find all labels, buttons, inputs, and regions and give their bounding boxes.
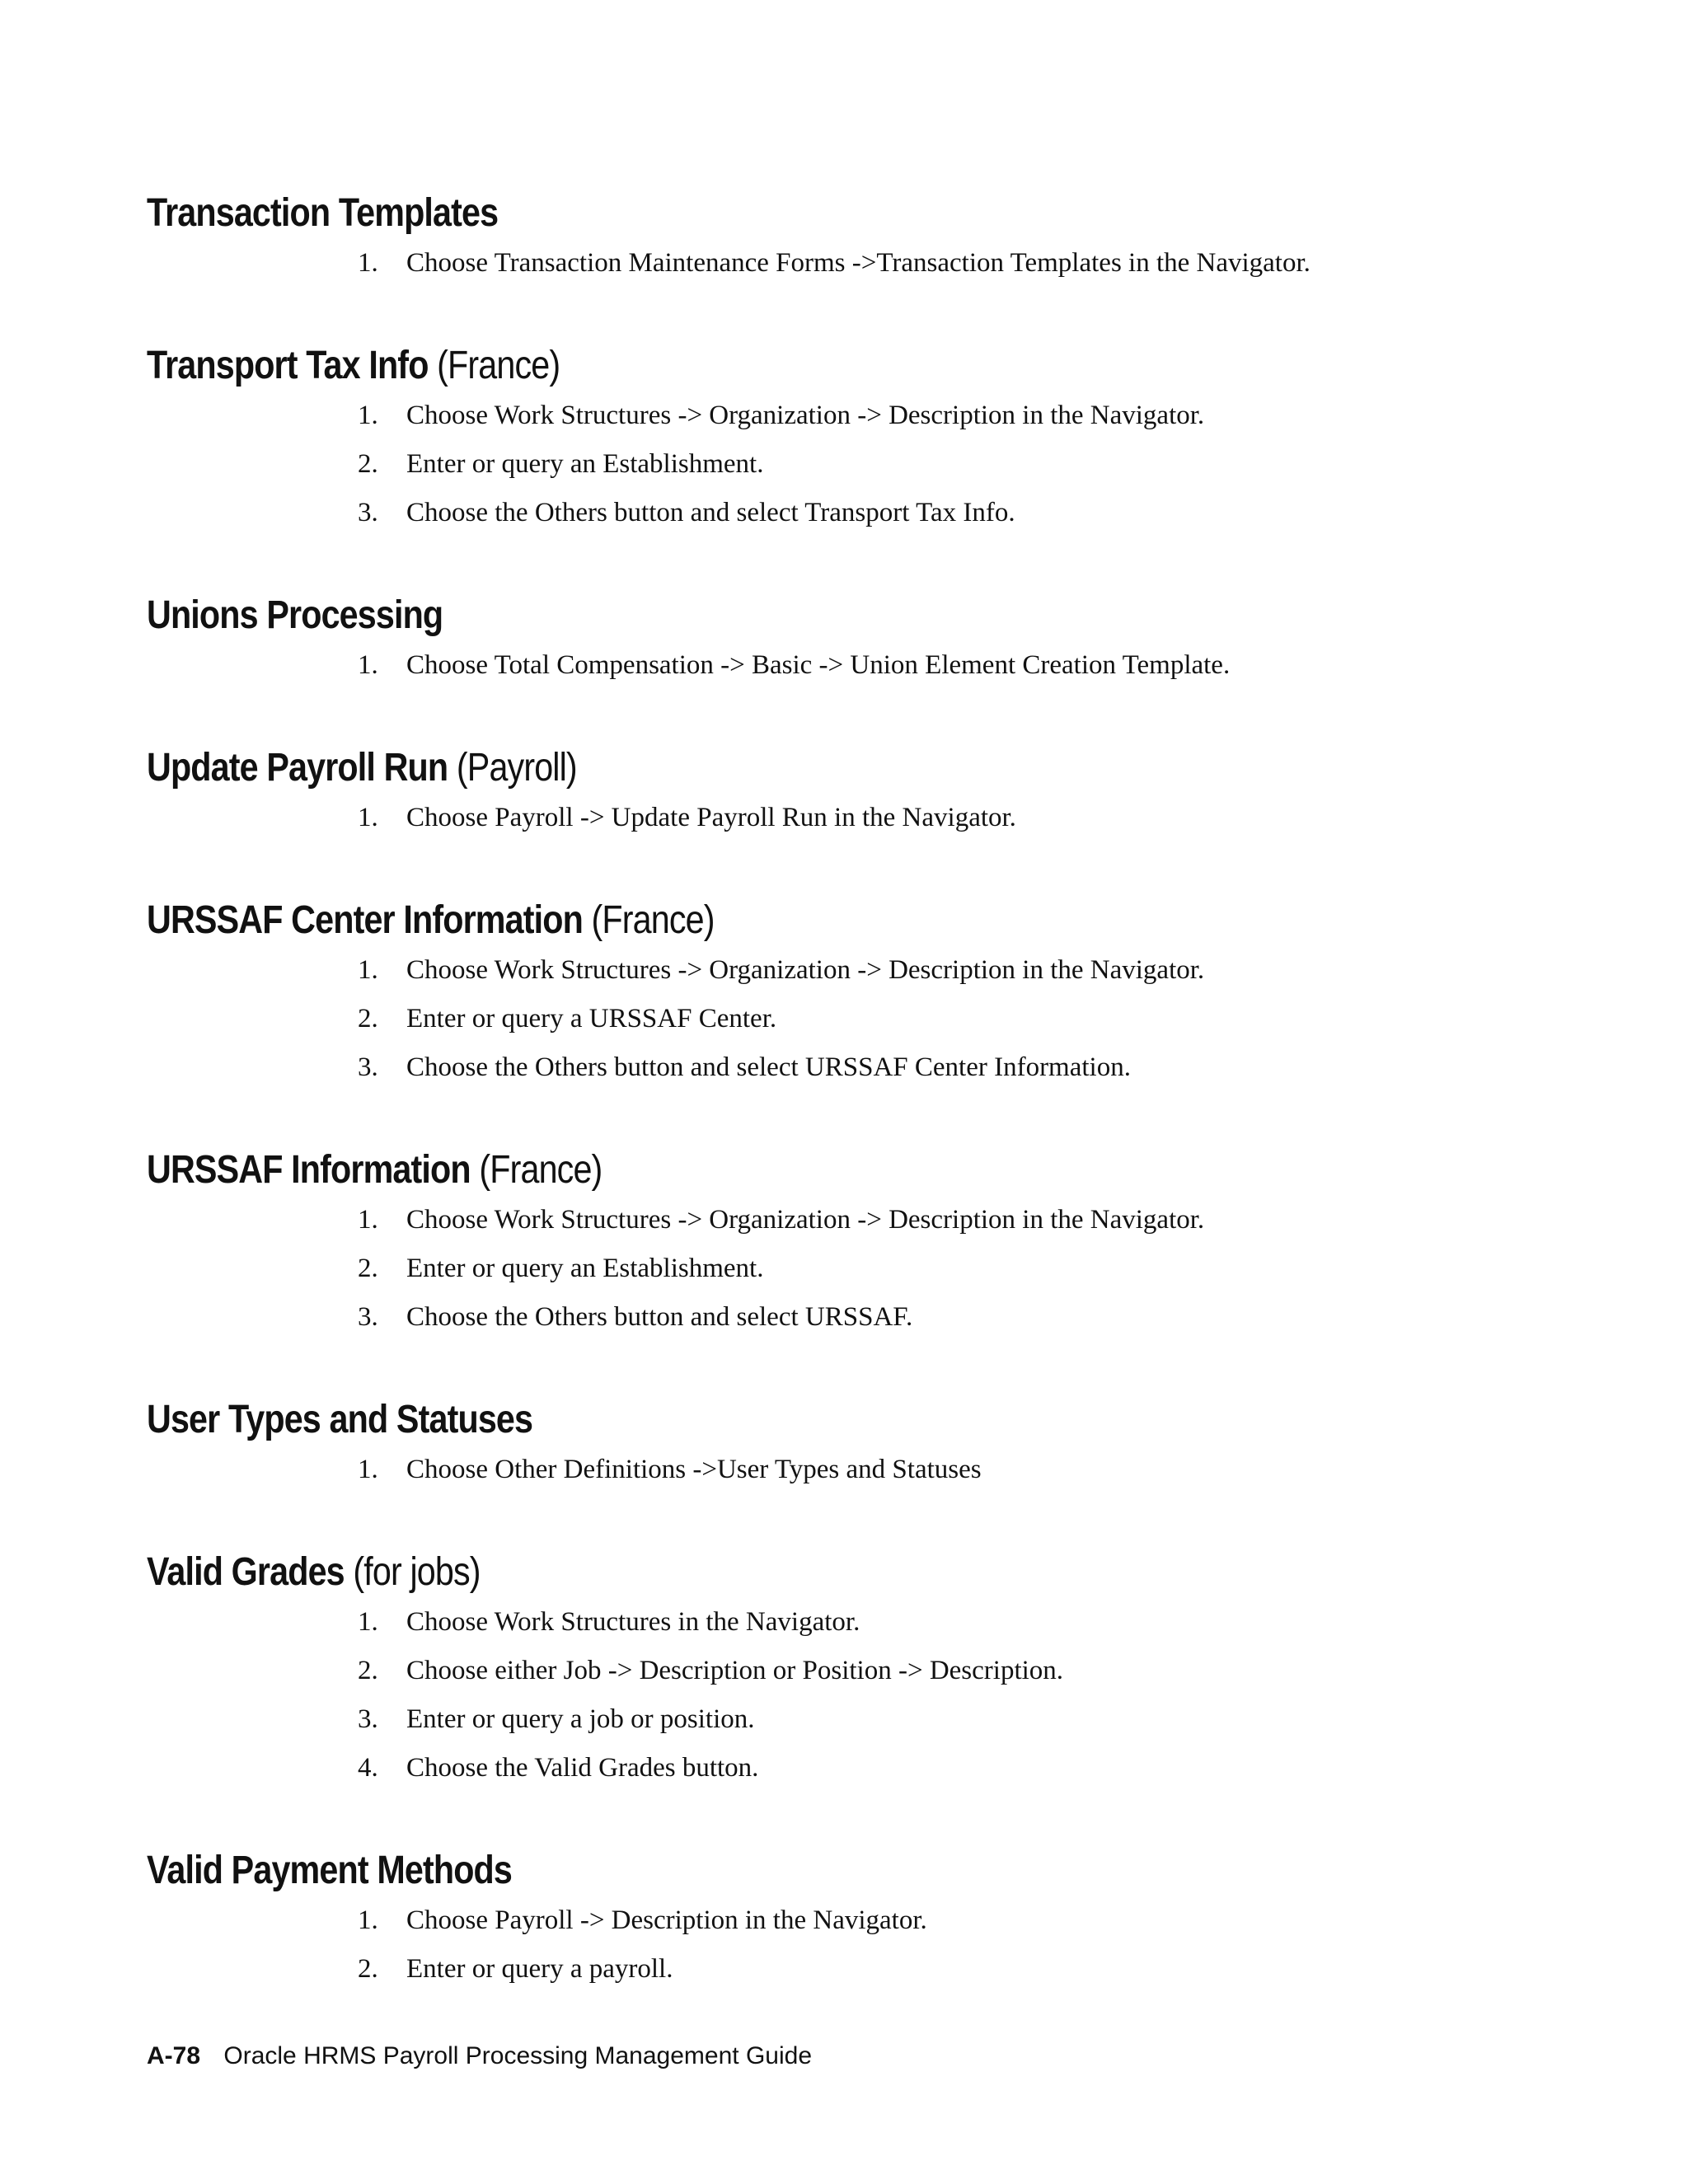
step-number: 3. <box>358 1052 378 1082</box>
step-number: 2. <box>358 1954 378 1984</box>
step-number: 1. <box>358 1905 378 1935</box>
section-title: URSSAF Center Information <box>147 898 583 942</box>
step-text: Choose Work Structures -> Organization -> Description in the Navigator. <box>406 955 1205 985</box>
step-item <box>0 1695 1688 1744</box>
step-item <box>0 391 1688 440</box>
step-text: Choose Work Structures in the Navigator. <box>406 1607 860 1637</box>
page-number: A-78 <box>147 2042 201 2069</box>
step-number: 2. <box>358 1004 378 1033</box>
step-number: 3. <box>358 498 378 527</box>
step-number: 4. <box>358 1753 378 1783</box>
section-qualifier: (France) <box>479 1148 603 1192</box>
section-heading <box>21 895 1472 946</box>
section-heading <box>21 743 1472 794</box>
step-text: Choose Total Compensation -> Basic -> Union Element Creation Template. <box>406 650 1231 680</box>
section-title: Valid Grades <box>147 1550 345 1594</box>
step-text: Choose Payroll -> Update Payroll Run in the Navigator. <box>406 803 1016 832</box>
step-number: 2. <box>358 449 378 479</box>
step-item <box>0 1196 1688 1244</box>
step-item <box>0 1896 1688 1945</box>
section-title: Update Payroll Run <box>147 746 448 790</box>
section <box>0 1547 1688 1793</box>
section-heading <box>21 188 1472 239</box>
section <box>0 743 1688 842</box>
section <box>0 188 1688 288</box>
step-list <box>0 946 1688 1092</box>
navigation-paths-list <box>0 188 1688 2046</box>
step-item <box>0 1446 1688 1494</box>
step-number: 3. <box>358 1704 378 1734</box>
step-item <box>0 1043 1688 1092</box>
section-title: User Types and Statuses <box>147 1398 533 1441</box>
step-text: Choose Transaction Maintenance Forms ->Transaction Templates in the Navigator. <box>406 248 1311 278</box>
section-heading <box>21 340 1472 391</box>
step-text: Choose Payroll -> Description in the Navigator. <box>406 1905 927 1935</box>
step-number: 1. <box>358 401 378 430</box>
step-text: Choose Work Structures -> Organization -> Description in the Navigator. <box>406 401 1205 430</box>
section-qualifier: (for jobs) <box>353 1550 481 1594</box>
page-footer <box>147 2038 812 2074</box>
step-item <box>0 489 1688 537</box>
step-text: Choose the Others button and select URSSAF Center Information. <box>406 1052 1131 1082</box>
step-item <box>0 641 1688 690</box>
step-number: 1. <box>358 1607 378 1637</box>
step-text: Choose the Valid Grades button. <box>406 1753 759 1783</box>
step-list <box>0 794 1688 842</box>
section-title: Transport Tax Info <box>147 344 429 387</box>
section <box>0 1394 1688 1494</box>
step-list <box>0 239 1688 288</box>
step-number: 3. <box>358 1302 378 1332</box>
step-text: Choose either Job -> Description or Position -> Description. <box>406 1656 1064 1685</box>
step-item <box>0 440 1688 489</box>
section-qualifier: (Payroll) <box>456 746 577 790</box>
section-heading <box>21 1145 1472 1196</box>
section <box>0 340 1688 537</box>
section-title: URSSAF Information <box>147 1148 471 1192</box>
step-number: 2. <box>358 1254 378 1283</box>
step-item <box>0 946 1688 995</box>
step-list <box>0 1446 1688 1494</box>
section <box>0 895 1688 1092</box>
step-text: Enter or query an Establishment. <box>406 1254 764 1283</box>
step-item <box>0 1598 1688 1647</box>
step-list <box>0 1598 1688 1793</box>
step-text: Choose the Others button and select URSSAF. <box>406 1302 913 1332</box>
step-text: Enter or query a URSSAF Center. <box>406 1004 777 1033</box>
book-title: Oracle HRMS Payroll Processing Management Guide <box>223 2042 813 2069</box>
step-item <box>0 239 1688 288</box>
section-title: Valid Payment Methods <box>147 1849 513 1892</box>
step-number: 1. <box>358 1205 378 1235</box>
step-item <box>0 995 1688 1043</box>
section <box>0 1145 1688 1342</box>
step-list <box>0 641 1688 690</box>
section-title: Transaction Templates <box>147 191 499 235</box>
step-item <box>0 1293 1688 1342</box>
section-qualifier: (France) <box>591 898 715 942</box>
section-heading <box>21 590 1472 641</box>
step-item <box>0 1945 1688 1994</box>
step-item <box>0 794 1688 842</box>
step-text: Choose the Others button and select Transport Tax Info. <box>406 498 1015 527</box>
step-number: 1. <box>358 803 378 832</box>
step-text: Enter or query a job or position. <box>406 1704 755 1734</box>
section-qualifier: (France) <box>437 344 560 387</box>
step-list <box>0 1196 1688 1342</box>
section-heading <box>21 1845 1472 1896</box>
section <box>0 590 1688 690</box>
step-text: Choose Work Structures -> Organization -> Description in the Navigator. <box>406 1205 1205 1235</box>
step-text: Choose Other Definitions ->User Types and Statuses <box>406 1455 982 1484</box>
section-title: Unions Processing <box>147 593 443 637</box>
step-item <box>0 1744 1688 1793</box>
step-number: 1. <box>358 955 378 985</box>
step-number: 1. <box>358 248 378 278</box>
step-list <box>0 1896 1688 1994</box>
step-item <box>0 1647 1688 1695</box>
step-text: Enter or query an Establishment. <box>406 449 764 479</box>
step-item <box>0 1244 1688 1293</box>
section-heading <box>21 1547 1472 1598</box>
step-number: 1. <box>358 650 378 680</box>
step-number: 1. <box>358 1455 378 1484</box>
step-list <box>0 391 1688 537</box>
step-number: 2. <box>358 1656 378 1685</box>
section <box>0 1845 1688 1994</box>
section-heading <box>21 1394 1472 1446</box>
step-text: Enter or query a payroll. <box>406 1954 673 1984</box>
